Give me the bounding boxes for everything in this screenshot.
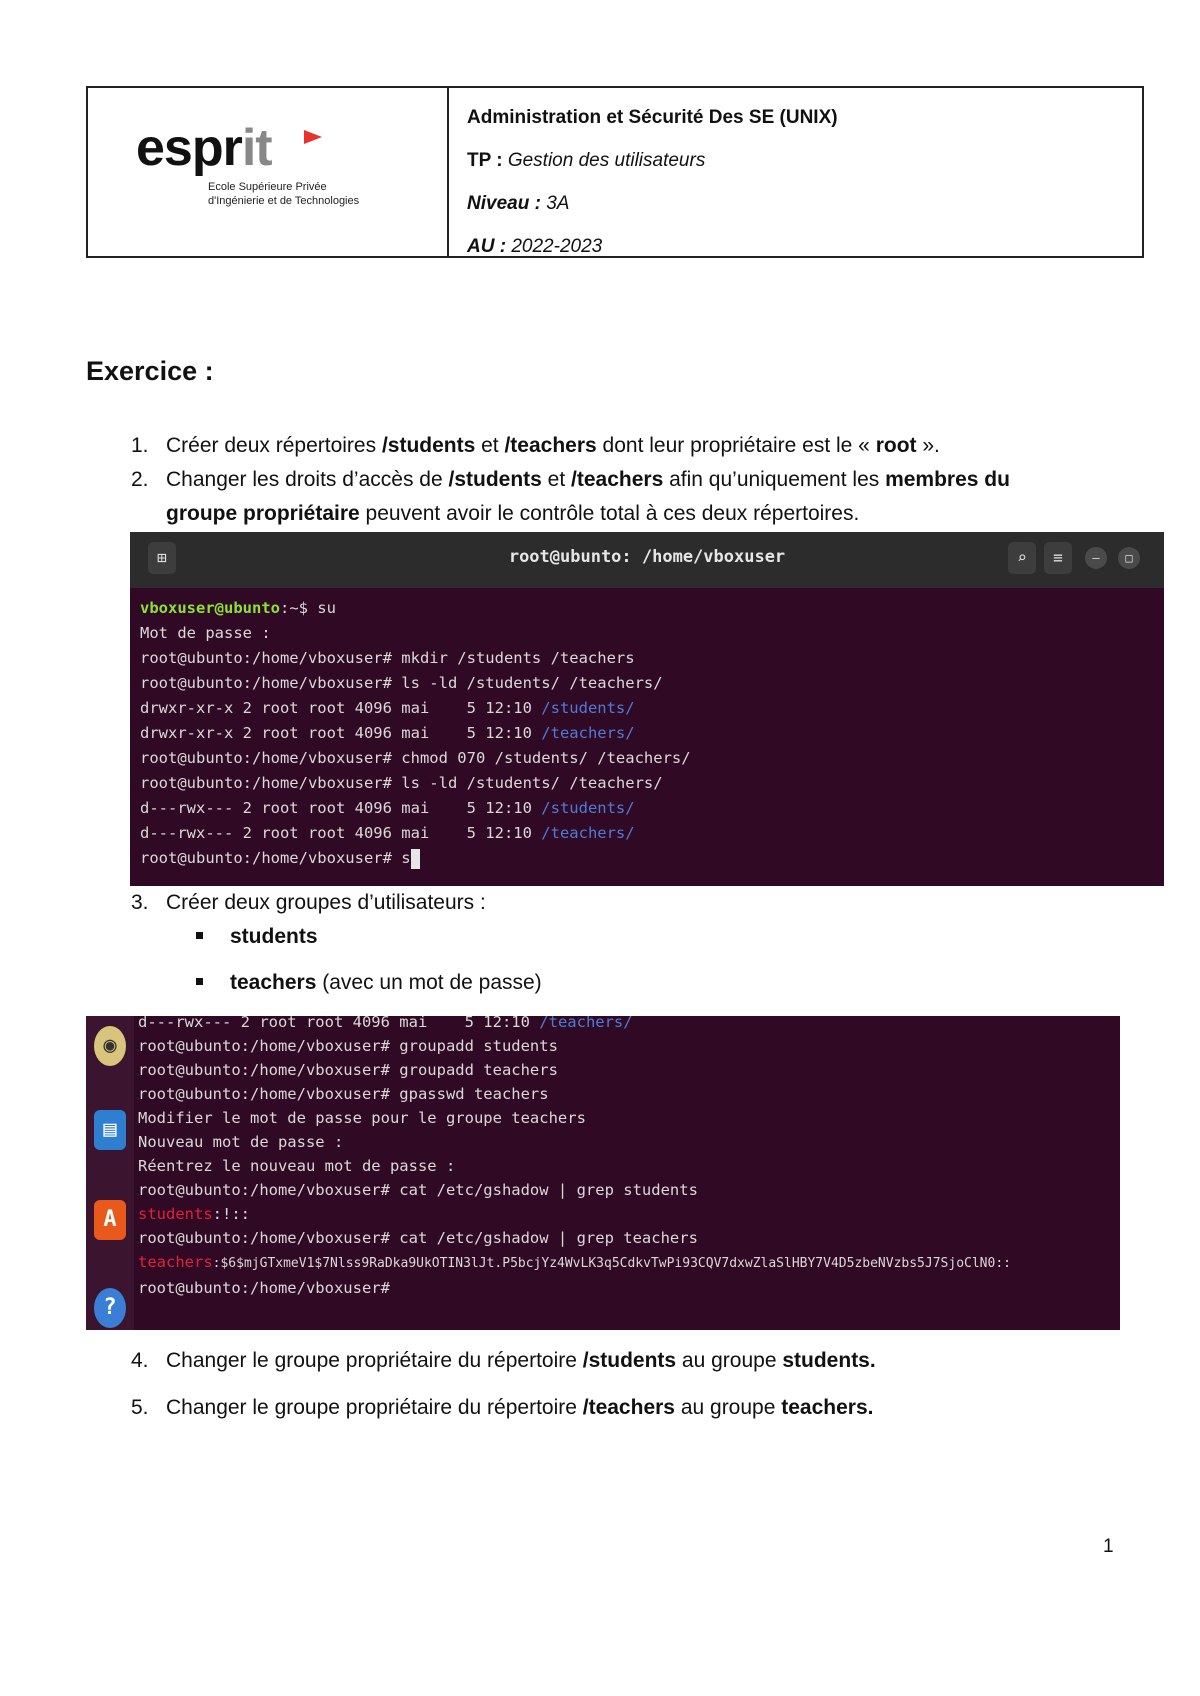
- question-1-text-c: dont leur propriétaire est le «: [596, 434, 876, 457]
- bullet-teachers-label: teachers: [230, 971, 317, 994]
- terminal-line: root@ubunto:/home/vboxuser# groupadd teachers: [138, 1061, 558, 1079]
- terminal-line: root@ubunto:/home/vboxuser# gpasswd teachers: [138, 1085, 549, 1103]
- course-title: Administration et Sécurité Des SE (UNIX): [467, 107, 838, 128]
- terminal-line: root@ubunto:/home/vboxuser# chmod 070 /students/ /teachers/: [140, 749, 691, 767]
- terminal-line: :~$ su: [279, 599, 336, 617]
- question-4: [131, 1344, 876, 1378]
- question-1-text-d: ».: [916, 434, 940, 457]
- terminal-line: Réentrez le nouveau mot de passe :: [138, 1157, 456, 1175]
- question-5-text-a: Changer le groupe propriétaire du répertoire: [166, 1396, 583, 1419]
- ubuntu-dock: [86, 1016, 134, 1330]
- terminal-line: Nouveau mot de passe :: [138, 1133, 344, 1151]
- question-1-number: 1.: [131, 434, 149, 457]
- terminal-line: root@ubunto:/home/vboxuser# cat /etc/gshadow | grep teachers: [138, 1229, 698, 1247]
- app-store-icon[interactable]: A: [94, 1200, 126, 1240]
- question-4-students-group: students.: [782, 1349, 876, 1372]
- au-label: AU :: [467, 236, 507, 257]
- niveau-row: [467, 182, 1124, 225]
- question-2-continuation: [166, 497, 859, 531]
- question-3-text: Créer deux groupes d’utilisateurs :: [166, 891, 486, 914]
- terminal-line: drwxr-xr-x 2 root root 4096 mai 5 12:10: [140, 699, 542, 717]
- question-4-number: 4.: [131, 1349, 149, 1372]
- writer-document-icon[interactable]: ▤: [94, 1110, 126, 1150]
- question-2-text-c: afin qu’uniquement les: [663, 468, 886, 491]
- niveau-value: 3A: [546, 193, 570, 214]
- terminal-line: :!::: [212, 1205, 250, 1223]
- au-row: [467, 225, 1124, 268]
- text-cursor: [411, 849, 420, 869]
- logo-cell: [88, 88, 449, 256]
- course-info-cell: [449, 88, 1142, 256]
- question-4-text-b: au groupe: [676, 1349, 783, 1372]
- terminal-window-1: [130, 532, 1164, 886]
- question-2-text-b: et: [541, 468, 572, 491]
- course-title-row: [467, 96, 1124, 139]
- dir-name: /students/: [541, 799, 635, 817]
- terminal-line: :$6$mjGTxmeV1$7Nlss9RaDka9UkOTIN3lJt.P5bcjYz4WvLK3q5CdkvTwPi93CQV7dxwZlaSlHBY7V4D5zbeNVzbs5J7SjoClN0::: [212, 1256, 1011, 1271]
- terminal-line: d---rwx--- 2 root root 4096 mai 5 12:10: [140, 824, 542, 842]
- bullet-teachers-note: (avec un mot de passe): [316, 971, 542, 994]
- logo-flag-icon: [304, 130, 322, 144]
- question-5-teachers-dir: /teachers: [582, 1396, 675, 1419]
- esprit-logo: [136, 119, 272, 177]
- question-5-text-b: au groupe: [674, 1396, 782, 1419]
- bullet-square-icon: [196, 932, 203, 939]
- bullet-teachers: [196, 966, 542, 1000]
- logo-word-accent: it: [241, 119, 272, 177]
- question-2-text-a: Changer les droits d’accès de: [166, 468, 449, 491]
- tp-row: [467, 139, 1124, 182]
- question-5-number: 5.: [131, 1396, 149, 1419]
- terminal-line: drwxr-xr-x 2 root root 4096 mai 5 12:10: [140, 724, 542, 742]
- terminal-line: root@ubunto:/home/vboxuser# ls -ld /students/ /teachers/: [140, 674, 663, 692]
- minimize-icon[interactable]: –: [1085, 547, 1107, 569]
- tp-label: TP :: [467, 150, 503, 171]
- question-4-students-dir: /students: [582, 1349, 677, 1372]
- maximize-icon[interactable]: □: [1118, 547, 1140, 569]
- terminal-line: root@ubunto:/home/vboxuser# s: [140, 849, 411, 867]
- bullet-students-label: students: [230, 925, 318, 948]
- question-1: [131, 429, 940, 463]
- question-5-teachers-group: teachers.: [781, 1396, 874, 1419]
- terminal-line: d---rwx--- 2 root root 4096 mai 5 12:10: [140, 799, 542, 817]
- group-name: students: [138, 1205, 213, 1223]
- prompt-user: vboxuser@ubunto: [140, 599, 280, 617]
- terminal-line: root@ubunto:/home/vboxuser# cat /etc/gshadow | grep students: [138, 1181, 698, 1199]
- page-number: 1: [1103, 1536, 1114, 1557]
- dir-name: /students/: [541, 699, 635, 717]
- question-4-text-a: Changer le groupe propriétaire du répertoire: [166, 1349, 583, 1372]
- exercise-title: Exercice :: [86, 356, 214, 386]
- question-2-text-d: peuvent avoir le contrôle total à ces deux répertoires.: [359, 502, 860, 525]
- question-3-number: 3.: [131, 891, 149, 914]
- dir-name: /teachers/: [541, 824, 635, 842]
- search-icon[interactable]: ⌕: [1008, 542, 1036, 574]
- logo-word-main: espr: [136, 119, 242, 177]
- question-1-root: root: [875, 434, 917, 457]
- question-2-owner-group: groupe propriétaire: [166, 502, 360, 525]
- question-1-teachers-dir: /teachers: [504, 434, 597, 457]
- terminal-output-2[interactable]: [138, 1016, 1011, 1300]
- hamburger-menu-icon[interactable]: ≡: [1044, 542, 1072, 574]
- niveau-label: Niveau :: [467, 193, 541, 214]
- question-1-students-dir: /students: [381, 434, 476, 457]
- group-name: teachers: [138, 1253, 213, 1271]
- terminal-output-1[interactable]: [130, 588, 1164, 879]
- question-3: [131, 886, 486, 920]
- terminal-line: root@ubunto:/home/vboxuser# ls -ld /students/ /teachers/: [140, 774, 663, 792]
- question-1-text-a: Créer deux répertoires: [166, 434, 382, 457]
- question-2-teachers-dir: /teachers: [571, 468, 664, 491]
- logo-subtitle-line-2: d'Ingénierie et de Technologies: [208, 195, 360, 207]
- terminal-line: root@ubunto:/home/vboxuser#: [138, 1279, 390, 1297]
- tp-value: Gestion des utilisateurs: [507, 150, 706, 171]
- new-tab-icon[interactable]: ⊞: [148, 542, 176, 574]
- logo-subtitle-line-1: Ecole Supérieure Privée: [208, 181, 327, 193]
- question-1-text-b: et: [475, 434, 505, 457]
- help-icon[interactable]: ?: [94, 1288, 126, 1328]
- dir-name: /teachers/: [539, 1016, 633, 1031]
- dir-name: /teachers/: [541, 724, 635, 742]
- terminal-title: root@ubunto: /home/vboxuser: [508, 547, 786, 567]
- terminal-line: root@ubunto:/home/vboxuser# mkdir /students /teachers: [140, 649, 635, 667]
- terminal-titlebar: [130, 532, 1164, 588]
- question-5: [131, 1391, 873, 1425]
- terminal-line: Mot de passe :: [140, 624, 271, 642]
- question-2-members: membres du: [885, 468, 1010, 491]
- question-2-number: 2.: [131, 468, 149, 491]
- question-2: [131, 463, 1010, 497]
- terminal-line: d---rwx--- 2 root root 4096 mai 5 12:10: [138, 1016, 540, 1031]
- rhythmbox-icon[interactable]: ◉: [94, 1026, 126, 1066]
- question-2-students-dir: /students: [448, 468, 542, 491]
- bullet-square-icon: [196, 978, 203, 985]
- terminal-line: root@ubunto:/home/vboxuser# groupadd students: [138, 1037, 558, 1055]
- terminal-window-2: [86, 1016, 1120, 1330]
- bullet-students: [196, 920, 318, 954]
- terminal-line: Modifier le mot de passe pour le groupe teachers: [138, 1109, 586, 1127]
- au-value: 2022-2023: [511, 236, 603, 257]
- header-table: [86, 86, 1144, 258]
- logo-subtitle: [208, 180, 359, 208]
